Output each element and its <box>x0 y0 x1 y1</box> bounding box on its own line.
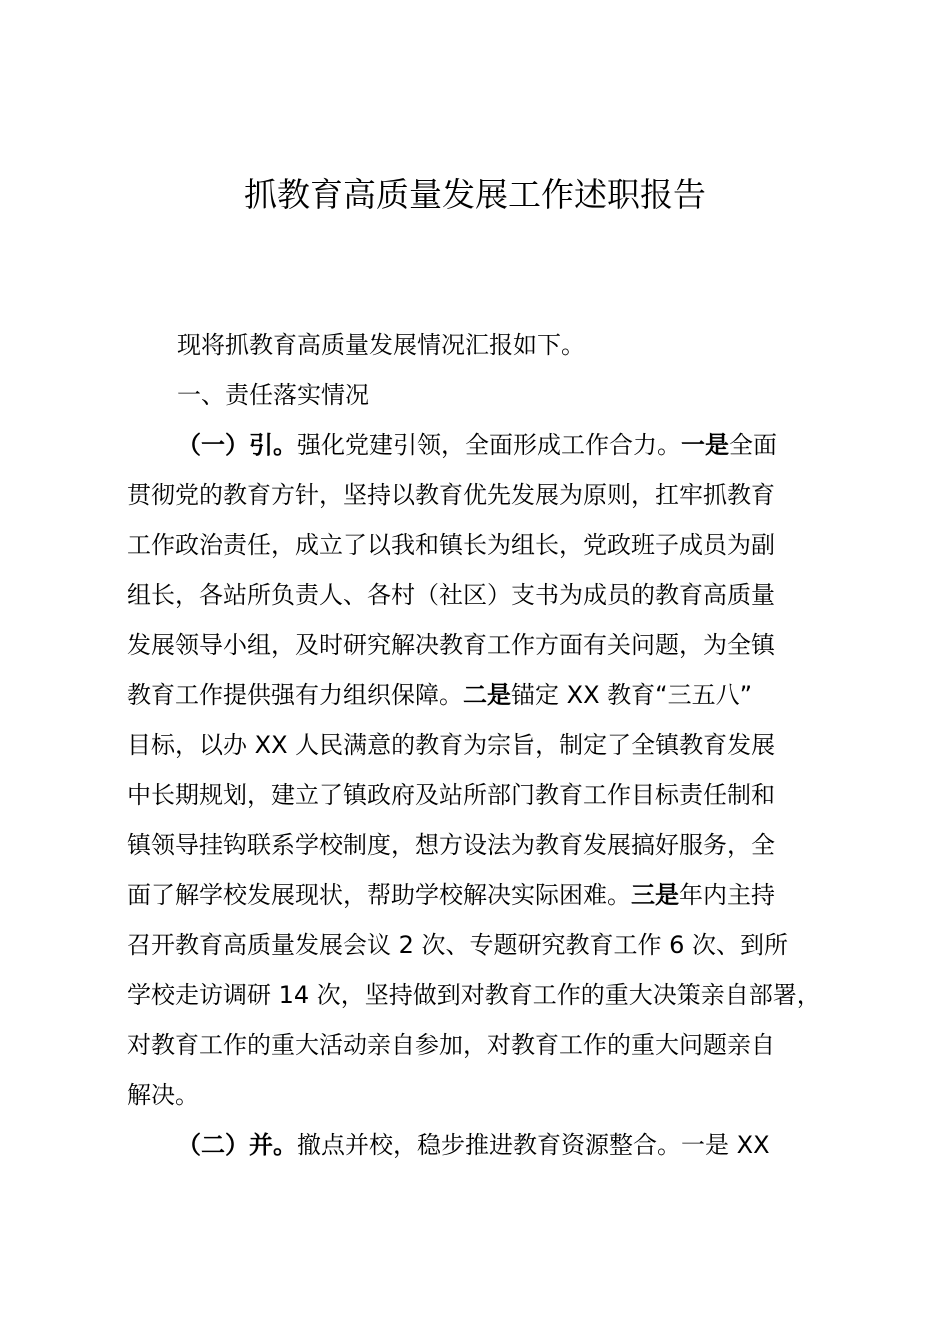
text-line: 学校走访调研 14 次，坚持做到对教育工作的重大决策亲自部署， <box>127 981 821 1009</box>
text-line: 解决。 <box>127 1081 199 1109</box>
point-label: 一是 <box>681 431 729 459</box>
text-segment: 锚定 XX 教育“三五八” <box>511 681 753 709</box>
text-line: 中长期规划，建立了镇政府及站所部门教育工作目标责任制和 <box>127 781 775 809</box>
text-segment: 面了解学校发展现状，帮助学校解决实际困难。 <box>127 881 631 909</box>
subsection-2 <box>127 1120 833 1170</box>
subsection-1 <box>127 420 833 1120</box>
text-line: 工作政治责任，成立了以我和镇长为组长，党政班子成员为副 <box>127 531 775 559</box>
intro-paragraph: 现将抓教育高质量发展情况汇报如下。 <box>177 331 585 359</box>
text-segment: 全面 <box>729 431 777 459</box>
text-line: 发展领导小组，及时研究解决教育工作方面有关问题，为全镇 <box>127 631 775 659</box>
text-line: 组长，各站所负责人、各村（社区）支书为成员的教育高质量 <box>127 581 775 609</box>
text-line: 对教育工作的重大活动亲自参加，对教育工作的重大问题亲自 <box>127 1031 775 1059</box>
document-title: 抓教育高质量发展工作述职报告 <box>244 175 706 214</box>
subsection-1-marker: （一）引。 <box>177 431 297 459</box>
text-segment: 撤点并校，稳步推进教育资源整合。一是 XX <box>297 1131 770 1159</box>
subsection-2-marker: （二）并。 <box>177 1131 297 1159</box>
text-line: 召开教育高质量发展会议 2 次、专题研究教育工作 6 次、到所 <box>127 931 789 959</box>
text-line: 镇领导挂钩联系学校制度，想方设法为教育发展搞好服务，全 <box>127 831 775 859</box>
document-body <box>127 320 833 1170</box>
text-line <box>127 1120 833 1170</box>
text-segment: 教育工作提供强有力组织保障。 <box>127 681 463 709</box>
text-line <box>127 420 833 470</box>
text-line: 贯彻党的教育方针，坚持以教育优先发展为原则，扛牢抓教育 <box>127 481 775 509</box>
section-heading: 一、责任落实情况 <box>177 381 369 409</box>
text-line: 目标，以办 XX 人民满意的教育为宗旨，制定了全镇教育发展 <box>127 731 776 759</box>
point-label: 三是 <box>631 881 679 909</box>
text-line <box>127 670 833 720</box>
point-label: 二是 <box>463 681 511 709</box>
subsection-1-lead: 强化党建引领，全面形成工作合力。 <box>297 431 681 459</box>
text-segment: 年内主持 <box>679 881 775 909</box>
text-line <box>127 870 833 920</box>
